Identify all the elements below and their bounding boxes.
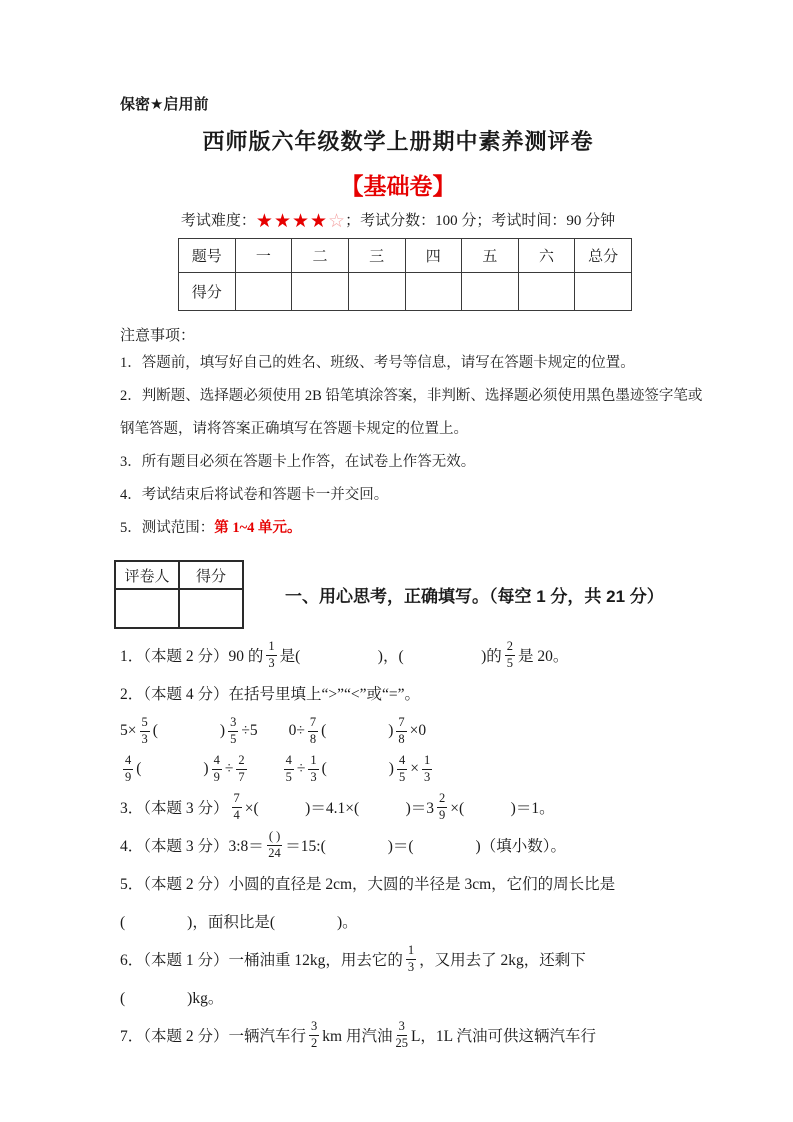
- text-run: ×( )＝4.1×( )＝3: [244, 800, 435, 817]
- question-5-line2: [120, 902, 676, 940]
- notice-item: [120, 345, 676, 378]
- fraction-numerator: 2: [505, 640, 515, 655]
- confidential-label: 保密★启用前: [120, 96, 209, 113]
- fraction-numerator: 7: [232, 792, 242, 807]
- text-run: ×( )＝1。: [450, 800, 555, 817]
- star-empty-icon: ☆: [328, 211, 346, 232]
- score-row-label: 得分: [179, 273, 236, 311]
- notice-item-test-range: [120, 510, 676, 543]
- fraction-denominator: 5: [285, 769, 292, 784]
- grader-header-cell: 评卷人: [115, 561, 179, 589]
- text-run: ( ): [321, 722, 394, 739]
- fraction-numerator: 1: [308, 754, 318, 769]
- text-run: 5×: [120, 722, 137, 739]
- grader-cell-empty: [179, 589, 243, 628]
- text-run: 2．（本题 4 分）在括号里填上“>”“<”或“=”。: [120, 686, 421, 703]
- notice-item: [120, 378, 703, 411]
- question-1: [120, 636, 676, 674]
- score-header-cell: 六: [518, 239, 575, 273]
- question-6-line2: [120, 978, 676, 1016]
- paper-subtitle-basic-volume: 【基础卷】: [340, 173, 456, 199]
- text-run: 4．（本题 3 分）3:8＝: [120, 838, 264, 855]
- fraction-denominator: 4: [233, 807, 240, 822]
- score-cell-empty: [462, 273, 519, 311]
- score-header-cell: 五: [462, 239, 519, 273]
- star-filled-icon: ★★★★: [255, 211, 329, 232]
- text-run: ( )kg。: [120, 990, 224, 1007]
- fraction-denominator: 8: [309, 731, 317, 746]
- text-run: ( )，面积比是( )。: [120, 914, 358, 931]
- fraction: [505, 640, 515, 669]
- paper-title-edition: 西师版: [202, 129, 272, 154]
- paper-title: [120, 125, 676, 156]
- notice-item: [120, 444, 676, 477]
- text-run: 1．（本题 2 分）90 的: [120, 648, 264, 665]
- fraction-denominator: 24: [268, 845, 281, 860]
- question-3: [120, 788, 676, 826]
- grader-table-header-row: [115, 561, 243, 589]
- fraction-denominator: 9: [439, 807, 446, 822]
- text-run: ，又用去了 2kg，还剩下: [419, 952, 586, 969]
- text-run: ÷: [224, 760, 234, 777]
- question-5-line1: [120, 864, 676, 902]
- score-table-score-row: [179, 273, 632, 311]
- score-cell-empty: [405, 273, 462, 311]
- fraction: [437, 792, 447, 821]
- fraction-denominator: 9: [125, 769, 132, 784]
- fraction: [266, 640, 276, 669]
- text-run: ÷5 0÷: [241, 722, 305, 739]
- fraction-denominator: 2: [311, 1035, 318, 1050]
- fraction: [212, 754, 222, 783]
- text-run: 是 20。: [518, 648, 569, 665]
- fraction-denominator: 9: [213, 769, 220, 784]
- text-run: 2．判断题、选择题必须使用 2B 铅笔填涂答案，非判断、选择题必须使用黑色墨迹签字笔或: [120, 388, 703, 404]
- text-run: 是( )，( )的: [279, 648, 502, 665]
- text-run: [250, 760, 281, 778]
- score-header-cell: 二: [292, 239, 349, 273]
- highlight-red-text: 第 1~4 单元。: [214, 520, 302, 536]
- text-run: 6．（本题 1 分）一桶油重 12kg，用去它的: [120, 952, 403, 969]
- fraction-numerator: 4: [123, 754, 133, 769]
- fraction-denominator: 3: [268, 655, 275, 670]
- score-header-cell: 题号: [179, 239, 236, 273]
- fraction-numerator: ( ): [267, 830, 282, 845]
- text-run: ( ): [321, 760, 394, 777]
- fraction-denominator: 25: [395, 1035, 408, 1050]
- fraction: [123, 754, 133, 783]
- text-run: km 用汽油: [322, 1028, 393, 1045]
- question-2-intro: [120, 674, 676, 712]
- fraction-numerator: 5: [140, 716, 150, 731]
- fraction-numerator: 4: [212, 754, 222, 769]
- text-run: ×0: [409, 722, 427, 739]
- score-summary-table: [178, 238, 632, 311]
- notice-heading: 注意事项：: [120, 328, 196, 344]
- question-6-line1: [120, 940, 676, 978]
- question-2-row1: [120, 712, 676, 750]
- fraction-denominator: 5: [506, 655, 514, 670]
- fraction: [308, 716, 318, 745]
- fraction-denominator: 3: [423, 769, 431, 784]
- difficulty-label: 考试难度：: [180, 213, 256, 229]
- fraction-numerator: 7: [396, 716, 406, 731]
- fraction-numerator: 1: [406, 944, 416, 959]
- notice-item: [120, 477, 676, 510]
- fraction: [284, 754, 294, 783]
- score-cell-empty: [575, 273, 632, 311]
- fraction-numerator: 1: [422, 754, 432, 769]
- grader-score-table: [114, 560, 244, 629]
- section1-heading: 一、用心思考，正确填写。（每空 1 分，共 21 分）: [285, 587, 664, 606]
- fraction: [397, 754, 407, 783]
- notice-item-continuation: [120, 411, 676, 444]
- fraction: [396, 716, 406, 745]
- fraction-numerator: 3: [397, 1020, 407, 1035]
- fraction: [406, 944, 416, 973]
- text-run: 3．（本题 3 分）: [120, 800, 229, 817]
- question-7: [120, 1016, 676, 1054]
- page-content: [120, 93, 703, 1054]
- fraction-numerator: 7: [308, 716, 318, 731]
- score-header-cell: 总分: [575, 239, 632, 273]
- fraction: [309, 1020, 319, 1049]
- text-run: 5．（本题 2 分）小圆的直径是 2cm，大圆的半径是 3cm，它们的周长比是: [120, 876, 616, 893]
- fraction-numerator: 2: [236, 754, 246, 769]
- score-header-cell: 一: [235, 239, 292, 273]
- fraction: [422, 754, 432, 783]
- grader-header-cell: 得分: [179, 561, 243, 589]
- text-run: ×: [410, 760, 419, 777]
- fraction: [236, 754, 246, 783]
- text-run: 1．答题前，填写好自己的姓名、班级、考号等信息，请写在答题卡规定的位置。: [120, 355, 635, 371]
- fraction: [140, 716, 150, 745]
- fraction-denominator: 3: [407, 959, 415, 974]
- fraction-denominator: 5: [230, 731, 237, 746]
- fraction: [395, 1020, 408, 1049]
- score-cell-empty: [348, 273, 405, 311]
- question-4: [120, 826, 676, 864]
- score-cell-empty: [518, 273, 575, 311]
- grader-section-row: [114, 560, 676, 629]
- fraction-numerator: 4: [284, 754, 294, 769]
- score-time-text: ；考试分数：100 分；考试时间：90 分钟: [345, 213, 616, 229]
- score-cell-empty: [292, 273, 349, 311]
- paper-title-main: 六年级数学上册期中素养测评卷: [271, 129, 594, 154]
- fraction-numerator: 2: [437, 792, 447, 807]
- text-run: L，1L 汽油可供这辆汽车行: [410, 1028, 596, 1045]
- question-2-row2: [120, 750, 676, 788]
- text-run: ÷: [296, 760, 306, 777]
- fraction-numerator: 4: [397, 754, 407, 769]
- text-run: 4．考试结束后将试卷和答题卡一并交回。: [120, 487, 389, 503]
- fraction-denominator: 7: [238, 769, 245, 784]
- text-run: 5．测试范围：: [120, 520, 215, 536]
- score-header-cell: 四: [405, 239, 462, 273]
- fraction-denominator: 3: [141, 731, 148, 746]
- grader-cell-empty: [115, 589, 179, 628]
- text-run: 3．所有题目必须在答题卡上作答，在试卷上作答无效。: [120, 454, 476, 470]
- text-run: 7．（本题 2 分）一辆汽车行: [120, 1028, 307, 1045]
- fraction-denominator: 8: [398, 731, 405, 746]
- score-header-cell: 三: [348, 239, 405, 273]
- text-run: ＝15:( )＝( )（填小数）。: [285, 838, 566, 855]
- fraction-numerator: 1: [266, 640, 276, 655]
- fraction: [232, 792, 242, 821]
- text-run: ( ): [136, 760, 209, 777]
- fraction-denominator: 5: [398, 769, 406, 784]
- fraction: [308, 754, 318, 783]
- fraction-numerator: 3: [228, 716, 238, 731]
- text-run: 钢笔答题，请将答案正确填写在答题卡规定的位置上。: [120, 421, 468, 437]
- fraction-denominator: 3: [310, 769, 317, 784]
- fraction: [267, 830, 282, 859]
- fraction: [228, 716, 238, 745]
- notice-list: [120, 345, 703, 543]
- fraction-numerator: 3: [309, 1020, 319, 1035]
- score-table-header-row: [179, 239, 632, 273]
- grader-table-empty-row: [115, 589, 243, 628]
- score-cell-empty: [235, 273, 292, 311]
- exam-info-line: [120, 209, 676, 233]
- text-run: ( ): [152, 722, 226, 739]
- section1-questions: [120, 636, 676, 1054]
